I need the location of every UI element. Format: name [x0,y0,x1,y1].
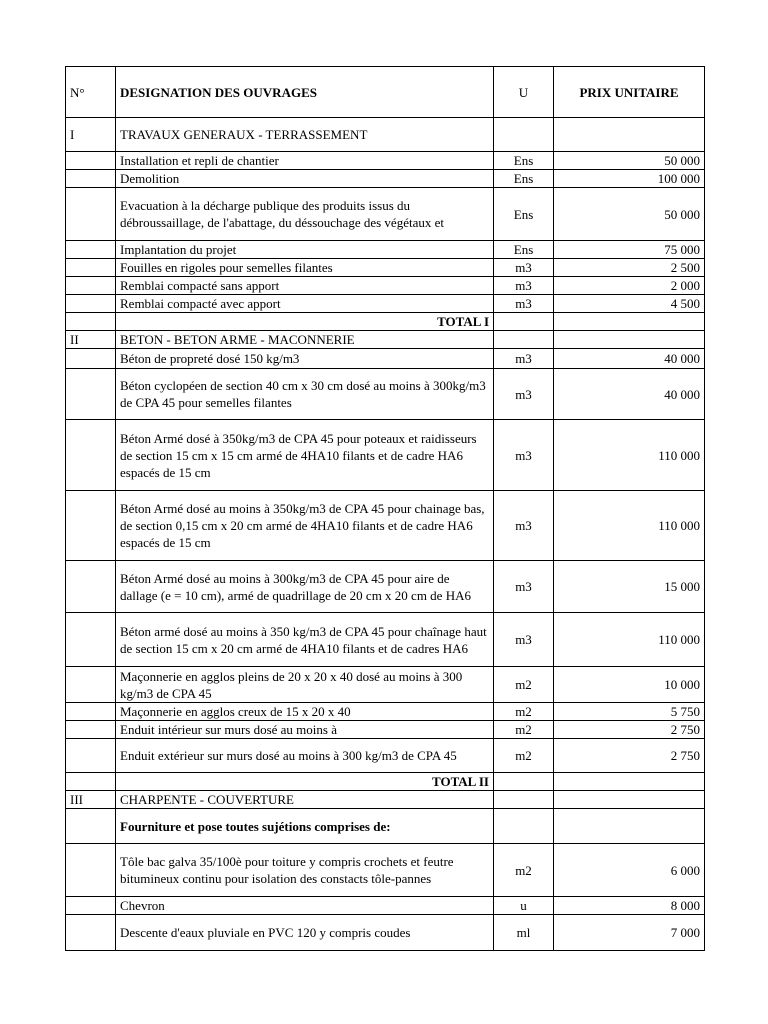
row-price [554,313,705,331]
row-designation: Maçonnerie en agglos creux de 15 x 20 x 40 [116,703,494,721]
row-unit: m3 [494,491,554,561]
row-designation: TRAVAUX GENERAUX - TERRASSEMENT [116,118,494,152]
row-unit: m3 [494,613,554,667]
table-row [66,295,705,313]
row-designation: Enduit extérieur sur murs dosé au moins à 300 kg/m3 de CPA 45 [116,739,494,773]
row-price [554,331,705,349]
subheading-row [66,809,705,844]
row-designation: TOTAL I [116,313,494,331]
row-number [66,897,116,915]
row-unit: m3 [494,420,554,491]
row-unit: Ens [494,170,554,188]
row-number [66,277,116,295]
row-number [66,313,116,331]
row-unit: ml [494,915,554,951]
table-row [66,613,705,667]
table-row [66,170,705,188]
row-price: 110 000 [554,613,705,667]
row-number [66,773,116,791]
row-price: 4 500 [554,295,705,313]
row-unit: m2 [494,703,554,721]
row-price: 10 000 [554,667,705,703]
row-number [66,241,116,259]
row-unit [494,791,554,809]
row-designation: Chevron [116,897,494,915]
row-number [66,561,116,613]
row-designation: Descente d'eaux pluviale en PVC 120 y compris coudes [116,915,494,951]
row-number: II [66,331,116,349]
row-designation: BETON - BETON ARME - MACONNERIE [116,331,494,349]
row-unit [494,809,554,844]
header-price: PRIX UNITAIRE [554,67,705,118]
table-row [66,277,705,295]
row-designation: Maçonnerie en agglos pleins de 20 x 20 x 40 dosé au moins à 300 kg/m3 de CPA 45 [116,667,494,703]
row-price: 2 000 [554,277,705,295]
price-table [65,66,705,951]
table-header-row [66,67,705,118]
table-row [66,420,705,491]
row-price: 7 000 [554,915,705,951]
row-price [554,118,705,152]
row-price [554,791,705,809]
row-designation: Béton Armé dosé au moins à 350kg/m3 de CPA 45 pour chainage bas, de section 0,15 cm x 20 cm armé de 4HA10 filants et de cadre HA6 espacés de 15 cm [116,491,494,561]
row-unit [494,773,554,791]
row-number: III [66,791,116,809]
row-price: 15 000 [554,561,705,613]
row-designation: Remblai compacté sans apport [116,277,494,295]
row-number [66,915,116,951]
row-price: 40 000 [554,349,705,369]
table-row [66,152,705,170]
row-unit [494,331,554,349]
row-price: 5 750 [554,703,705,721]
row-unit: m2 [494,721,554,739]
row-unit: Ens [494,152,554,170]
table-row [66,349,705,369]
row-designation: Béton Armé dosé à 350kg/m3 de CPA 45 pour poteaux et raidisseurs de section 15 cm x 15 cm armé de 4HA10 filants et de cadre HA6 espacés de 15 cm [116,420,494,491]
row-number [66,295,116,313]
header-unit: U [494,67,554,118]
row-number [66,491,116,561]
row-price [554,773,705,791]
row-designation: Béton cyclopéen de section 40 cm x 30 cm dosé au moins à 300kg/m3 de CPA 45 pour semelles filantes [116,369,494,420]
row-unit: u [494,897,554,915]
row-number [66,188,116,241]
row-number [66,170,116,188]
row-number [66,369,116,420]
row-unit: m3 [494,369,554,420]
row-unit: m3 [494,259,554,277]
row-designation: TOTAL II [116,773,494,791]
total-row [66,313,705,331]
row-price: 2 750 [554,721,705,739]
row-unit [494,313,554,331]
table-row [66,188,705,241]
row-price: 100 000 [554,170,705,188]
row-number [66,349,116,369]
row-price [554,809,705,844]
row-unit: m2 [494,739,554,773]
section-row [66,118,705,152]
row-designation: Béton Armé dosé au moins à 300kg/m3 de CPA 45 pour aire de dallage (e = 10 cm), armé de quadrillage de 20 cm x 20 cm de HA6 [116,561,494,613]
row-unit: m3 [494,349,554,369]
row-unit: m3 [494,277,554,295]
row-designation: Tôle bac galva 35/100è pour toiture y compris crochets et feutre bitumineux continu pour isolation des constacts tôle-pannes [116,844,494,897]
row-number [66,152,116,170]
row-number: I [66,118,116,152]
row-number [66,613,116,667]
row-designation: Fourniture et pose toutes sujétions comprises de: [116,809,494,844]
row-number [66,259,116,277]
header-num: N° [66,67,116,118]
section-row [66,791,705,809]
table-row [66,259,705,277]
row-designation: CHARPENTE - COUVERTURE [116,791,494,809]
table-row [66,369,705,420]
row-number [66,809,116,844]
row-unit [494,118,554,152]
row-designation: Implantation du projet [116,241,494,259]
row-unit: Ens [494,188,554,241]
row-designation: Béton armé dosé au moins à 350 kg/m3 de CPA 45 pour chaînage haut de section 15 cm x 20 cm armé de 4HA10 filants et de cadres HA6 [116,613,494,667]
total-row [66,773,705,791]
row-price: 110 000 [554,420,705,491]
row-number [66,721,116,739]
section-row [66,331,705,349]
table-row [66,561,705,613]
table-row [66,241,705,259]
row-designation: Enduit intérieur sur murs dosé au moins à [116,721,494,739]
table-row [66,491,705,561]
row-unit: m3 [494,295,554,313]
row-number [66,844,116,897]
row-price: 8 000 [554,897,705,915]
row-price: 75 000 [554,241,705,259]
row-price: 2 500 [554,259,705,277]
table-row [66,897,705,915]
row-price: 110 000 [554,491,705,561]
header-designation: DESIGNATION DES OUVRAGES [116,67,494,118]
row-designation: Remblai compacté avec apport [116,295,494,313]
table-row [66,721,705,739]
row-designation: Evacuation à la décharge publique des produits issus du débroussaillage, de l'abattage, du déssouchage des végétaux et [116,188,494,241]
row-price: 6 000 [554,844,705,897]
row-price: 50 000 [554,188,705,241]
row-price: 40 000 [554,369,705,420]
row-number [66,703,116,721]
row-designation: Fouilles en rigoles pour semelles filantes [116,259,494,277]
row-number [66,420,116,491]
row-price: 50 000 [554,152,705,170]
table-row [66,739,705,773]
row-price: 2 750 [554,739,705,773]
row-unit: Ens [494,241,554,259]
row-designation: Installation et repli de chantier [116,152,494,170]
row-unit: m2 [494,667,554,703]
table-row [66,667,705,703]
row-unit: m2 [494,844,554,897]
table-row [66,915,705,951]
row-designation: Demolition [116,170,494,188]
table-row [66,844,705,897]
row-number [66,739,116,773]
row-number [66,667,116,703]
row-unit: m3 [494,561,554,613]
table-row [66,703,705,721]
row-designation: Béton de propreté dosé 150 kg/m3 [116,349,494,369]
